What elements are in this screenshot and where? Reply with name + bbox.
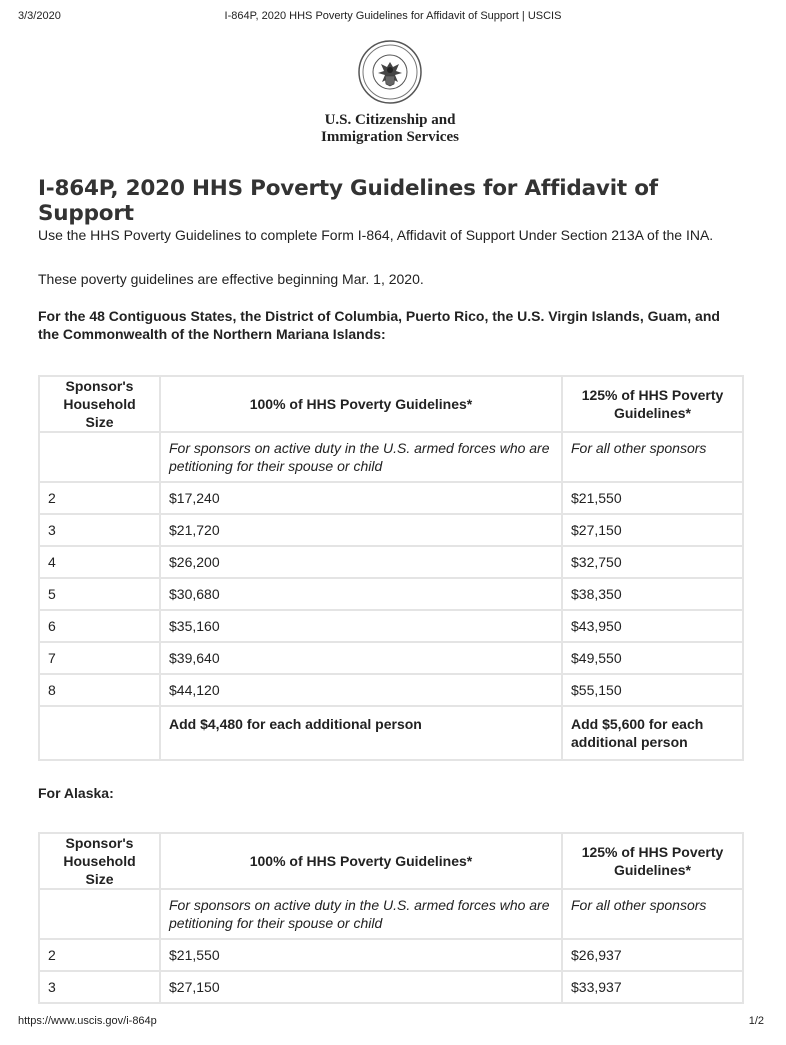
table-row [39, 578, 743, 610]
cell-100: $30,680 [160, 578, 562, 610]
note-other-sponsors: For all other sponsors [562, 432, 743, 482]
cell-size: 3 [39, 514, 160, 546]
intro-paragraph: Use the HHS Poverty Guidelines to complete Form I-864, Affidavit of Support Under Section 213A of the INA. [38, 227, 714, 243]
dhs-seal-logo [358, 40, 422, 104]
effective-date-paragraph: These poverty guidelines are effective beginning Mar. 1, 2020. [38, 271, 424, 287]
header-125-percent: 125% of HHS Poverty Guidelines* [562, 833, 743, 889]
cell-100: $17,240 [160, 482, 562, 514]
cell-size: 4 [39, 546, 160, 578]
table-row [39, 642, 743, 674]
agency-line-2: Immigration Services [321, 129, 459, 145]
table-header-row [39, 376, 743, 432]
print-header [18, 10, 768, 24]
agency-line-1: U.S. Citizenship and [324, 112, 456, 128]
note-active-duty: For sponsors on active duty in the U.S. armed forces who are petitioning for their spouse or child [160, 889, 562, 939]
cell-125: $33,937 [562, 971, 743, 1003]
cell-125: $49,550 [562, 642, 743, 674]
cell-100: $35,160 [160, 610, 562, 642]
table-row [39, 674, 743, 706]
table-note-row [39, 432, 743, 482]
cell-size: 6 [39, 610, 160, 642]
note-other-sponsors: For all other sponsors [562, 889, 743, 939]
header-100-percent: 100% of HHS Poverty Guidelines* [160, 833, 562, 889]
cell-size: 2 [39, 482, 160, 514]
additional-100: Add $4,480 for each additional person [160, 706, 562, 760]
cell-100: $21,720 [160, 514, 562, 546]
table-row [39, 546, 743, 578]
cell-125: $27,150 [562, 514, 743, 546]
guidelines-table-alaska [38, 832, 744, 1004]
header-125-percent: 125% of HHS Poverty Guidelines* [562, 376, 743, 432]
cell-size: 2 [39, 939, 160, 971]
cell-125: $55,150 [562, 674, 743, 706]
cell-size: 5 [39, 578, 160, 610]
cell-100: $26,200 [160, 546, 562, 578]
note-active-duty: For sponsors on active duty in the U.S. armed forces who are petitioning for their spouse or child [160, 432, 562, 482]
note-empty-cell [39, 889, 160, 939]
cell-100: $21,550 [160, 939, 562, 971]
section-heading-alaska: For Alaska: [38, 785, 114, 801]
additional-empty-cell [39, 706, 160, 760]
cell-125: $32,750 [562, 546, 743, 578]
table-row [39, 971, 743, 1003]
header-household-size: Sponsor's Household Size [39, 833, 160, 889]
additional-125: Add $5,600 for each additional person [562, 706, 743, 760]
table-header-row [39, 833, 743, 889]
print-url: https://www.uscis.gov/i-864p [18, 1015, 157, 1027]
cell-size: 8 [39, 674, 160, 706]
cell-100: $44,120 [160, 674, 562, 706]
table-row [39, 482, 743, 514]
cell-125: $38,350 [562, 578, 743, 610]
table-row [39, 514, 743, 546]
table-row [39, 610, 743, 642]
table-additional-row [39, 706, 743, 760]
table-row [39, 939, 743, 971]
page-title: I-864P, 2020 HHS Poverty Guidelines for Affidavit of Support [38, 176, 658, 226]
agency-name [300, 112, 480, 146]
cell-125: $26,937 [562, 939, 743, 971]
note-empty-cell [39, 432, 160, 482]
cell-125: $21,550 [562, 482, 743, 514]
cell-100: $27,150 [160, 971, 562, 1003]
print-footer [18, 1015, 768, 1029]
page-number: 1/2 [748, 1015, 764, 1027]
print-title: I-864P, 2020 HHS Poverty Guidelines for Affidavit of Support | USCIS [224, 10, 562, 22]
table-note-row [39, 889, 743, 939]
section-heading-contiguous: For the 48 Contiguous States, the District of Columbia, Puerto Rico, the U.S. Virgin Islands, Guam, and the Commonwealth of the Northern Mariana Islands: [38, 308, 720, 342]
guidelines-table-contiguous [38, 375, 744, 761]
cell-size: 7 [39, 642, 160, 674]
cell-125: $43,950 [562, 610, 743, 642]
header-household-size: Sponsor's Household Size [39, 376, 160, 432]
cell-size: 3 [39, 971, 160, 1003]
cell-100: $39,640 [160, 642, 562, 674]
print-date: 3/3/2020 [18, 10, 61, 22]
header-100-percent: 100% of HHS Poverty Guidelines* [160, 376, 562, 432]
main-content [38, 176, 742, 995]
